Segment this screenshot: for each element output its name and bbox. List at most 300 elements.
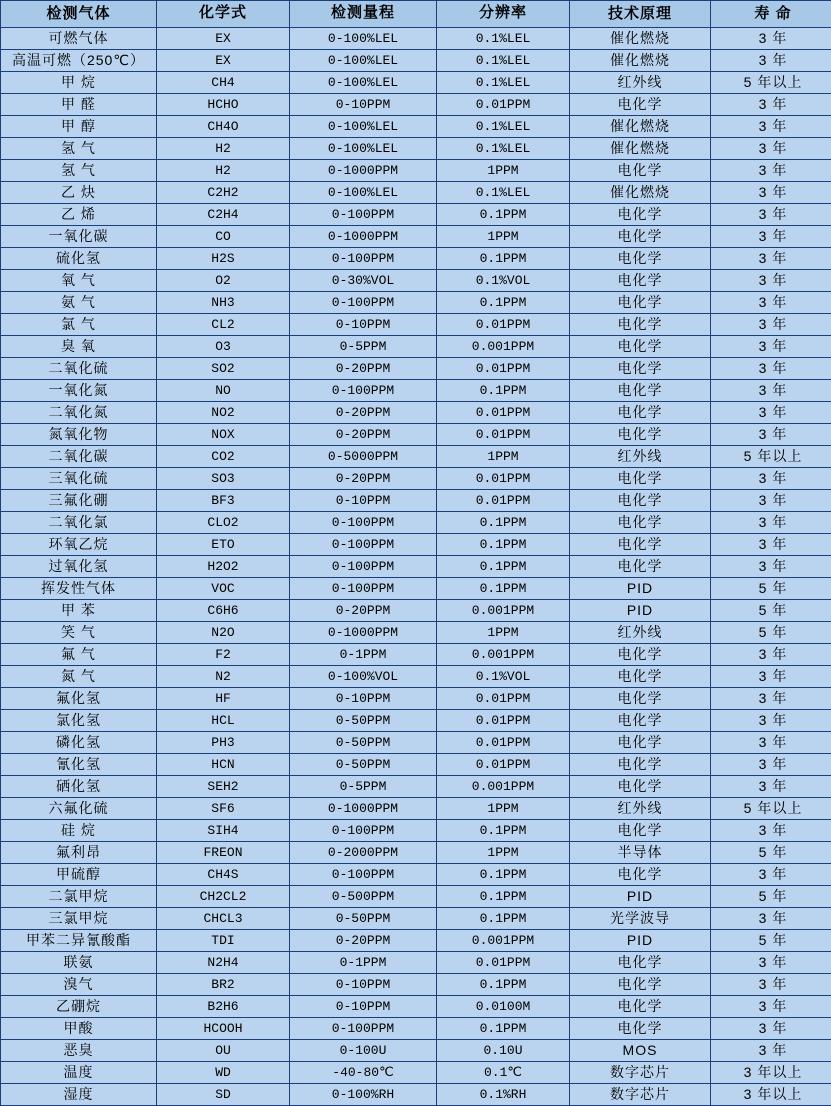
cell-detection-range: 0-20PPM — [290, 402, 437, 424]
cell-technology: 半导体 — [570, 842, 711, 864]
table-row — [1, 424, 831, 446]
table-row — [1, 864, 831, 886]
table-row — [1, 248, 831, 270]
cell-chemical-formula: CH4S — [157, 864, 290, 886]
cell-gas-name: 挥发性气体 — [1, 578, 157, 600]
cell-technology: 电化学 — [570, 468, 711, 490]
cell-lifetime: 3 年 — [711, 688, 831, 710]
cell-lifetime: 3 年 — [711, 776, 831, 798]
cell-gas-name: 氢 气 — [1, 160, 157, 182]
cell-detection-range: 0-20PPM — [290, 930, 437, 952]
cell-chemical-formula: CL2 — [157, 314, 290, 336]
cell-chemical-formula: CH4O — [157, 116, 290, 138]
cell-technology: 电化学 — [570, 380, 711, 402]
cell-chemical-formula: F2 — [157, 644, 290, 666]
cell-lifetime: 5 年 — [711, 886, 831, 908]
cell-resolution: 0.01PPM — [437, 358, 570, 380]
cell-gas-name: 乙 炔 — [1, 182, 157, 204]
cell-chemical-formula: SF6 — [157, 798, 290, 820]
cell-chemical-formula: N2H4 — [157, 952, 290, 974]
table-row — [1, 402, 831, 424]
cell-chemical-formula: EX — [157, 28, 290, 50]
cell-technology: 电化学 — [570, 94, 711, 116]
cell-gas-name: 甲 苯 — [1, 600, 157, 622]
cell-technology: 催化燃烧 — [570, 50, 711, 72]
cell-detection-range: 0-5PPM — [290, 336, 437, 358]
cell-resolution: 0.01PPM — [437, 402, 570, 424]
cell-resolution: 0.01PPM — [437, 468, 570, 490]
cell-lifetime: 3 年 — [711, 292, 831, 314]
column-header-gas-name: 检测气体 — [1, 1, 157, 28]
cell-detection-range: 0-100PPM — [290, 248, 437, 270]
cell-resolution: 0.1PPM — [437, 204, 570, 226]
cell-detection-range: 0-10PPM — [290, 974, 437, 996]
cell-resolution: 1PPM — [437, 446, 570, 468]
cell-resolution: 0.001PPM — [437, 776, 570, 798]
table-row — [1, 1062, 831, 1084]
cell-lifetime: 3 年 — [711, 270, 831, 292]
table-row — [1, 270, 831, 292]
cell-lifetime: 3 年 — [711, 512, 831, 534]
table-row — [1, 820, 831, 842]
cell-technology: 红外线 — [570, 798, 711, 820]
table-row — [1, 182, 831, 204]
table-row — [1, 776, 831, 798]
cell-detection-range: 0-100%RH — [290, 1084, 437, 1106]
table-row — [1, 908, 831, 930]
cell-technology: 红外线 — [570, 72, 711, 94]
cell-lifetime: 5 年 — [711, 578, 831, 600]
cell-gas-name: 二氧化氯 — [1, 512, 157, 534]
cell-technology: 电化学 — [570, 226, 711, 248]
cell-gas-name: 甲硫醇 — [1, 864, 157, 886]
cell-gas-name: 高温可燃（250℃） — [1, 50, 157, 72]
cell-resolution: 1PPM — [437, 798, 570, 820]
cell-technology: 电化学 — [570, 996, 711, 1018]
cell-detection-range: 0-5000PPM — [290, 446, 437, 468]
cell-technology: PID — [570, 600, 711, 622]
table-row — [1, 358, 831, 380]
cell-resolution: 1PPM — [437, 622, 570, 644]
cell-technology: 电化学 — [570, 864, 711, 886]
cell-technology: 电化学 — [570, 732, 711, 754]
cell-detection-range: 0-100PPM — [290, 1018, 437, 1040]
cell-detection-range: 0-1000PPM — [290, 226, 437, 248]
table-row — [1, 446, 831, 468]
cell-technology: 电化学 — [570, 644, 711, 666]
table-header — [1, 1, 831, 28]
cell-gas-name: 二氧化硫 — [1, 358, 157, 380]
table-row — [1, 94, 831, 116]
cell-lifetime: 3 年 — [711, 908, 831, 930]
cell-technology: 电化学 — [570, 974, 711, 996]
cell-technology: 电化学 — [570, 204, 711, 226]
cell-detection-range: 0-1000PPM — [290, 160, 437, 182]
cell-resolution: 0.1PPM — [437, 556, 570, 578]
cell-resolution: 0.001PPM — [437, 336, 570, 358]
cell-gas-name: 三氟化硼 — [1, 490, 157, 512]
table-row — [1, 468, 831, 490]
cell-gas-name: 氯 气 — [1, 314, 157, 336]
cell-technology: 催化燃烧 — [570, 138, 711, 160]
cell-detection-range: 0-100%LEL — [290, 28, 437, 50]
cell-detection-range: 0-1PPM — [290, 644, 437, 666]
cell-gas-name: 过氧化氢 — [1, 556, 157, 578]
cell-gas-name: 磷化氢 — [1, 732, 157, 754]
cell-gas-name: 三氧化硫 — [1, 468, 157, 490]
cell-lifetime: 3 年 — [711, 1040, 831, 1062]
cell-technology: 电化学 — [570, 688, 711, 710]
cell-detection-range: 0-10PPM — [290, 996, 437, 1018]
cell-lifetime: 3 年 — [711, 116, 831, 138]
cell-chemical-formula: OU — [157, 1040, 290, 1062]
cell-chemical-formula: B2H6 — [157, 996, 290, 1018]
cell-technology: 电化学 — [570, 424, 711, 446]
cell-resolution: 0.1%LEL — [437, 138, 570, 160]
cell-technology: 电化学 — [570, 512, 711, 534]
cell-gas-name: 氨 气 — [1, 292, 157, 314]
cell-technology: 催化燃烧 — [570, 182, 711, 204]
cell-resolution: 0.001PPM — [437, 600, 570, 622]
cell-gas-name: 氧 气 — [1, 270, 157, 292]
table-row — [1, 1084, 831, 1106]
table-row — [1, 314, 831, 336]
cell-resolution: 0.01PPM — [437, 424, 570, 446]
cell-gas-name: 臭 氧 — [1, 336, 157, 358]
table-header-row — [1, 1, 831, 28]
cell-chemical-formula: HCOOH — [157, 1018, 290, 1040]
cell-detection-range: 0-10PPM — [290, 314, 437, 336]
cell-gas-name: 氟 气 — [1, 644, 157, 666]
column-header-chemical-formula: 化学式 — [157, 1, 290, 28]
cell-gas-name: 六氟化硫 — [1, 798, 157, 820]
cell-chemical-formula: SO2 — [157, 358, 290, 380]
cell-lifetime: 3 年 — [711, 534, 831, 556]
cell-gas-name: 甲 烷 — [1, 72, 157, 94]
table-row — [1, 798, 831, 820]
cell-resolution: 0.10U — [437, 1040, 570, 1062]
cell-resolution: 0.01PPM — [437, 94, 570, 116]
cell-chemical-formula: H2S — [157, 248, 290, 270]
cell-lifetime: 5 年以上 — [711, 446, 831, 468]
cell-detection-range: 0-100PPM — [290, 864, 437, 886]
cell-chemical-formula: FREON — [157, 842, 290, 864]
cell-lifetime: 3 年 — [711, 424, 831, 446]
cell-lifetime: 3 年 — [711, 820, 831, 842]
cell-lifetime: 3 年 — [711, 314, 831, 336]
cell-chemical-formula: O3 — [157, 336, 290, 358]
cell-technology: 电化学 — [570, 1018, 711, 1040]
cell-gas-name: 乙 烯 — [1, 204, 157, 226]
cell-detection-range: 0-100%LEL — [290, 72, 437, 94]
cell-lifetime: 3 年 — [711, 666, 831, 688]
cell-technology: 电化学 — [570, 490, 711, 512]
cell-resolution: 0.001PPM — [437, 930, 570, 952]
table-row — [1, 600, 831, 622]
cell-resolution: 0.01PPM — [437, 710, 570, 732]
cell-detection-range: 0-1PPM — [290, 952, 437, 974]
cell-resolution: 0.1PPM — [437, 512, 570, 534]
table-row — [1, 380, 831, 402]
cell-resolution: 0.01PPM — [437, 952, 570, 974]
cell-lifetime: 5 年 — [711, 930, 831, 952]
cell-gas-name: 硒化氢 — [1, 776, 157, 798]
cell-technology: 催化燃烧 — [570, 116, 711, 138]
cell-gas-name: 可燃气体 — [1, 28, 157, 50]
cell-resolution: 0.01PPM — [437, 732, 570, 754]
cell-resolution: 0.1PPM — [437, 886, 570, 908]
cell-technology: 光学波导 — [570, 908, 711, 930]
cell-detection-range: 0-5PPM — [290, 776, 437, 798]
cell-chemical-formula: NOX — [157, 424, 290, 446]
table-row — [1, 204, 831, 226]
cell-resolution: 0.1PPM — [437, 1018, 570, 1040]
cell-gas-name: 恶臭 — [1, 1040, 157, 1062]
cell-detection-range: 0-100PPM — [290, 512, 437, 534]
table-row — [1, 754, 831, 776]
table-row — [1, 578, 831, 600]
cell-chemical-formula: HF — [157, 688, 290, 710]
cell-technology: 电化学 — [570, 556, 711, 578]
table-row — [1, 160, 831, 182]
cell-lifetime: 5 年以上 — [711, 72, 831, 94]
cell-chemical-formula: VOC — [157, 578, 290, 600]
cell-resolution: 0.1PPM — [437, 908, 570, 930]
cell-lifetime: 3 年 — [711, 754, 831, 776]
cell-lifetime: 3 年 — [711, 380, 831, 402]
cell-lifetime: 3 年 — [711, 1018, 831, 1040]
cell-chemical-formula: CO2 — [157, 446, 290, 468]
cell-detection-range: 0-50PPM — [290, 732, 437, 754]
cell-technology: 电化学 — [570, 754, 711, 776]
table-row — [1, 512, 831, 534]
cell-chemical-formula: H2O2 — [157, 556, 290, 578]
cell-gas-name: 溴气 — [1, 974, 157, 996]
cell-technology: 电化学 — [570, 820, 711, 842]
cell-resolution: 0.1%LEL — [437, 50, 570, 72]
cell-detection-range: 0-50PPM — [290, 754, 437, 776]
cell-chemical-formula: NO2 — [157, 402, 290, 424]
cell-gas-name: 氟利昂 — [1, 842, 157, 864]
cell-chemical-formula: CHCL3 — [157, 908, 290, 930]
cell-resolution: 0.1PPM — [437, 534, 570, 556]
cell-technology: 电化学 — [570, 336, 711, 358]
cell-technology: 数字芯片 — [570, 1062, 711, 1084]
cell-chemical-formula: NO — [157, 380, 290, 402]
cell-chemical-formula: CLO2 — [157, 512, 290, 534]
cell-lifetime: 3 年 — [711, 974, 831, 996]
cell-detection-range: 0-50PPM — [290, 710, 437, 732]
cell-technology: 红外线 — [570, 446, 711, 468]
cell-technology: MOS — [570, 1040, 711, 1062]
cell-technology: 电化学 — [570, 358, 711, 380]
cell-resolution: 0.1PPM — [437, 864, 570, 886]
cell-detection-range: 0-2000PPM — [290, 842, 437, 864]
cell-resolution: 0.1%VOL — [437, 666, 570, 688]
table-row — [1, 644, 831, 666]
table-row — [1, 952, 831, 974]
cell-chemical-formula: BF3 — [157, 490, 290, 512]
table-row — [1, 930, 831, 952]
cell-detection-range: 0-20PPM — [290, 358, 437, 380]
cell-technology: 电化学 — [570, 248, 711, 270]
cell-lifetime: 3 年 — [711, 556, 831, 578]
cell-lifetime: 5 年 — [711, 622, 831, 644]
cell-resolution: 0.1%RH — [437, 1084, 570, 1106]
cell-chemical-formula: SD — [157, 1084, 290, 1106]
cell-resolution: 1PPM — [437, 226, 570, 248]
cell-detection-range: 0-100PPM — [290, 292, 437, 314]
cell-detection-range: 0-100%VOL — [290, 666, 437, 688]
cell-gas-name: 氮 气 — [1, 666, 157, 688]
cell-resolution: 0.1%VOL — [437, 270, 570, 292]
cell-technology: 红外线 — [570, 622, 711, 644]
cell-chemical-formula: HCHO — [157, 94, 290, 116]
cell-resolution: 0.001PPM — [437, 644, 570, 666]
cell-chemical-formula: C2H2 — [157, 182, 290, 204]
cell-detection-range: 0-100%LEL — [290, 116, 437, 138]
cell-chemical-formula: N2 — [157, 666, 290, 688]
cell-resolution: 0.1PPM — [437, 248, 570, 270]
column-header-technology: 技术原理 — [570, 1, 711, 28]
cell-lifetime: 3 年 — [711, 182, 831, 204]
cell-chemical-formula: WD — [157, 1062, 290, 1084]
table-row — [1, 490, 831, 512]
cell-detection-range: 0-10PPM — [290, 688, 437, 710]
cell-detection-range: 0-100PPM — [290, 578, 437, 600]
cell-chemical-formula: EX — [157, 50, 290, 72]
table-row — [1, 1040, 831, 1062]
cell-chemical-formula: HCN — [157, 754, 290, 776]
cell-technology: 数字芯片 — [570, 1084, 711, 1106]
cell-technology: 电化学 — [570, 666, 711, 688]
table-row — [1, 842, 831, 864]
cell-chemical-formula: ETO — [157, 534, 290, 556]
cell-lifetime: 3 年 — [711, 138, 831, 160]
cell-technology: 电化学 — [570, 270, 711, 292]
column-header-detection-range: 检测量程 — [290, 1, 437, 28]
cell-resolution: 0.0100M — [437, 996, 570, 1018]
table-row — [1, 50, 831, 72]
cell-gas-name: 三氯甲烷 — [1, 908, 157, 930]
cell-technology: 电化学 — [570, 402, 711, 424]
cell-resolution: 0.1%LEL — [437, 72, 570, 94]
cell-gas-name: 甲 醇 — [1, 116, 157, 138]
cell-detection-range: 0-500PPM — [290, 886, 437, 908]
cell-detection-range: 0-100U — [290, 1040, 437, 1062]
cell-gas-name: 湿度 — [1, 1084, 157, 1106]
cell-resolution: 1PPM — [437, 842, 570, 864]
cell-lifetime: 3 年 — [711, 28, 831, 50]
table-row — [1, 138, 831, 160]
cell-detection-range: 0-100PPM — [290, 820, 437, 842]
cell-detection-range: 0-30%VOL — [290, 270, 437, 292]
cell-detection-range: 0-100PPM — [290, 534, 437, 556]
table-row — [1, 666, 831, 688]
cell-resolution: 0.1PPM — [437, 380, 570, 402]
cell-lifetime: 3 年 — [711, 402, 831, 424]
cell-lifetime: 3 年 — [711, 644, 831, 666]
table-body — [1, 28, 831, 1106]
cell-gas-name: 二氯甲烷 — [1, 886, 157, 908]
table-row — [1, 226, 831, 248]
table-row — [1, 556, 831, 578]
table-row — [1, 622, 831, 644]
cell-lifetime: 3 年以上 — [711, 1084, 831, 1106]
cell-lifetime: 3 年 — [711, 468, 831, 490]
cell-detection-range: 0-100PPM — [290, 556, 437, 578]
cell-lifetime: 3 年 — [711, 248, 831, 270]
cell-gas-name: 氟化氢 — [1, 688, 157, 710]
cell-resolution: 0.01PPM — [437, 314, 570, 336]
cell-detection-range: 0-100PPM — [290, 380, 437, 402]
cell-lifetime: 3 年 — [711, 996, 831, 1018]
cell-gas-name: 甲酸 — [1, 1018, 157, 1040]
cell-chemical-formula: C2H4 — [157, 204, 290, 226]
cell-detection-range: 0-20PPM — [290, 468, 437, 490]
cell-lifetime: 3 年 — [711, 490, 831, 512]
cell-lifetime: 5 年 — [711, 842, 831, 864]
cell-technology: 电化学 — [570, 534, 711, 556]
cell-lifetime: 3 年以上 — [711, 1062, 831, 1084]
cell-detection-range: 0-1000PPM — [290, 798, 437, 820]
cell-detection-range: 0-1000PPM — [290, 622, 437, 644]
cell-lifetime: 5 年 — [711, 600, 831, 622]
cell-chemical-formula: N2O — [157, 622, 290, 644]
cell-lifetime: 5 年以上 — [711, 798, 831, 820]
cell-detection-range: 0-100%LEL — [290, 50, 437, 72]
cell-lifetime: 3 年 — [711, 50, 831, 72]
cell-chemical-formula: TDI — [157, 930, 290, 952]
cell-detection-range: -40-80℃ — [290, 1062, 437, 1084]
cell-lifetime: 3 年 — [711, 160, 831, 182]
cell-gas-name: 硅 烷 — [1, 820, 157, 842]
cell-gas-name: 联氨 — [1, 952, 157, 974]
table-row — [1, 996, 831, 1018]
cell-chemical-formula: O2 — [157, 270, 290, 292]
cell-technology: 电化学 — [570, 776, 711, 798]
cell-gas-name: 甲苯二异氰酸酯 — [1, 930, 157, 952]
cell-gas-name: 笑 气 — [1, 622, 157, 644]
column-header-lifetime: 寿 命 — [711, 1, 831, 28]
cell-lifetime: 3 年 — [711, 952, 831, 974]
table-row — [1, 116, 831, 138]
cell-resolution: 0.1%LEL — [437, 116, 570, 138]
cell-gas-name: 氯化氢 — [1, 710, 157, 732]
cell-gas-name: 硫化氢 — [1, 248, 157, 270]
cell-lifetime: 3 年 — [711, 94, 831, 116]
cell-chemical-formula: CH4 — [157, 72, 290, 94]
table-row — [1, 292, 831, 314]
cell-lifetime: 3 年 — [711, 710, 831, 732]
cell-technology: 电化学 — [570, 710, 711, 732]
cell-technology: 电化学 — [570, 292, 711, 314]
cell-technology: PID — [570, 886, 711, 908]
column-header-resolution: 分辨率 — [437, 1, 570, 28]
table-row — [1, 710, 831, 732]
cell-lifetime: 3 年 — [711, 732, 831, 754]
cell-chemical-formula: HCL — [157, 710, 290, 732]
cell-chemical-formula: H2 — [157, 160, 290, 182]
cell-gas-name: 环氧乙烷 — [1, 534, 157, 556]
cell-chemical-formula: SIH4 — [157, 820, 290, 842]
cell-gas-name: 温度 — [1, 1062, 157, 1084]
cell-detection-range: 0-100PPM — [290, 204, 437, 226]
cell-gas-name: 一氧化碳 — [1, 226, 157, 248]
cell-resolution: 0.1%LEL — [437, 182, 570, 204]
cell-chemical-formula: H2 — [157, 138, 290, 160]
cell-lifetime: 3 年 — [711, 226, 831, 248]
